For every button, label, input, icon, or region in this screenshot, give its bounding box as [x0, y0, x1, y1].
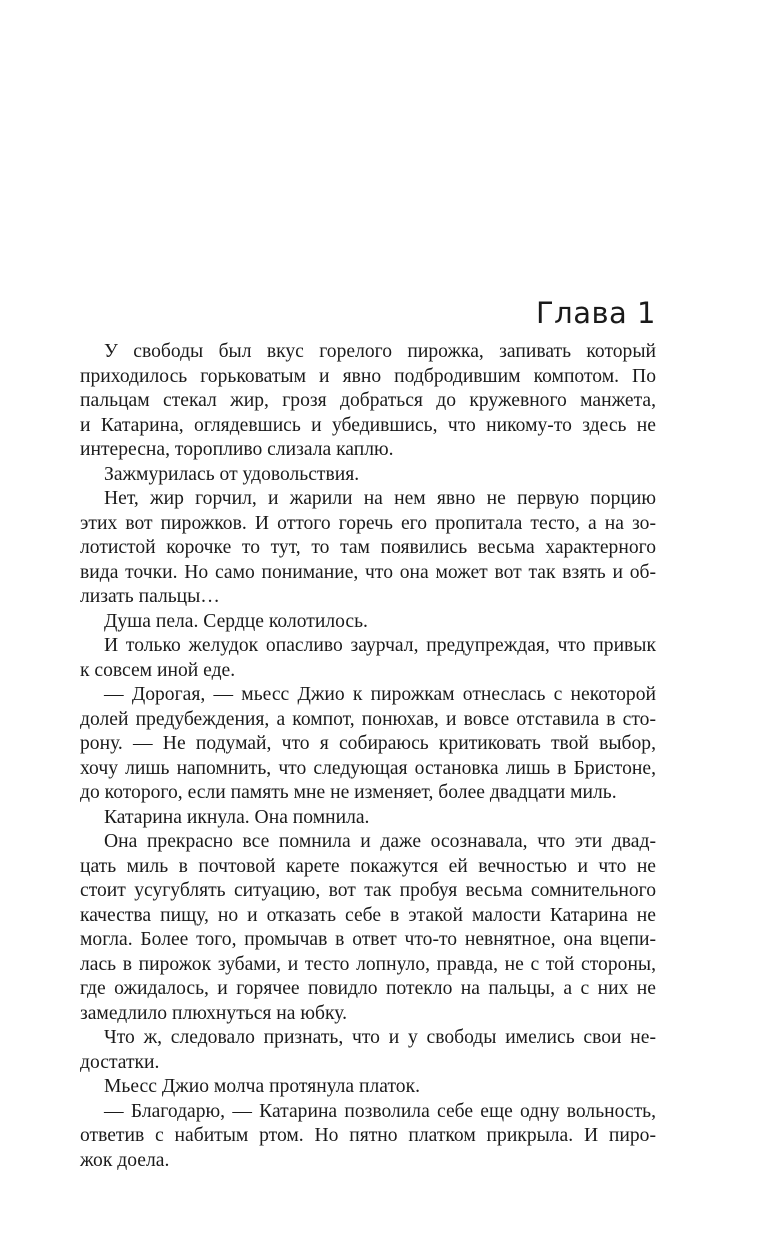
text-line: до которого, если память мне не изменяет, более двадцати миль.	[80, 782, 617, 803]
text-line: долей предубеждения, а компот, понюхав, и вовсе отставила в сто-	[80, 708, 656, 730]
text-line: приходилось горьковатым и явно подбродившим компотом. По	[80, 365, 656, 387]
paragraph	[0, 806, 768, 831]
text-line: Зажмурилась от удовольствия.	[104, 463, 360, 485]
paragraph	[0, 634, 768, 683]
paragraph	[0, 830, 768, 1026]
text-line: ответив с набитым ртом. Но пятно платком прикрыла. И пиро-	[80, 1125, 656, 1146]
text-line: и Катарина, оглядевшись и убедившись, что никому-то здесь не	[80, 414, 656, 436]
text-line: качества пищу, но и отказать себе в этакой малости Катарина не	[80, 904, 656, 926]
text-line: лотистой корочке то тут, то там появились весьма характерного	[80, 537, 656, 558]
paragraph	[0, 463, 768, 488]
text-line: лась в пирожок зубами, и тесто лопнуло, правда, не с той стороны,	[80, 953, 656, 975]
text-line: интересна, торопливо слизала каплю.	[80, 439, 394, 460]
text-line: к совсем иной еде.	[80, 659, 236, 681]
paragraph	[0, 340, 768, 463]
paragraph	[0, 1026, 768, 1075]
text-line: Душа пела. Сердце колотилось.	[104, 610, 368, 632]
text-line: Мьесс Джио молча протянула платок.	[104, 1076, 420, 1097]
text-line: вида точки. Но само понимание, что она может вот так взять и об-	[80, 561, 656, 583]
chapter-title: Глава 1	[535, 296, 656, 330]
text-line: жок доела.	[80, 1149, 170, 1171]
text-line: Нет, жир горчил, и жарили на нем явно не первую порцию	[104, 488, 656, 509]
text-line: Катарина икнула. Она помнила.	[104, 806, 370, 828]
chapter-text	[0, 340, 768, 1173]
paragraph	[0, 487, 768, 610]
text-line: хочу лишь напомнить, что следующая остановка лишь в Бристоне,	[80, 757, 656, 779]
text-line: лизать пальцы…	[80, 586, 220, 607]
text-line: достатки.	[80, 1051, 160, 1073]
text-line: Что ж, следовало признать, что и у свободы имелись свои не-	[104, 1027, 656, 1048]
text-line: пальцам стекал жир, грозя добраться до кружевного манжета,	[80, 390, 656, 411]
text-line: — Благодарю, — Катарина позволила себе еще одну вольность,	[104, 1100, 656, 1122]
paragraph	[0, 1075, 768, 1100]
paragraph	[0, 1100, 768, 1174]
text-line: могла. Более того, промычав в ответ что-то невнятное, она вцепи-	[80, 929, 656, 950]
text-line: где ожидалось, и горячее повидло потекло на пальцы, а с них не	[80, 978, 656, 999]
text-line: И только желудок опасливо заурчал, предупреждая, что привык	[104, 635, 656, 656]
text-line: цать миль в почтовой карете покажутся ей вечностью и что не	[80, 855, 656, 877]
text-line: — Дорогая, — мьесс Джио к пирожкам отнеслась с некоторой	[104, 684, 656, 705]
text-line: У свободы был вкус горелого пирожка, запивать который	[104, 341, 656, 362]
text-line: рону. — Не подумай, что я собираюсь критиковать твой выбор,	[80, 733, 656, 754]
text-line: этих вот пирожков. И оттого горечь его пропитала тесто, а на зо-	[80, 512, 656, 534]
paragraph	[0, 683, 768, 806]
text-line: замедлило плюхнуться на юбку.	[80, 1002, 347, 1024]
text-line: стоит усугублять ситуацию, вот так пробуя весьма сомнительного	[80, 880, 656, 901]
text-line: Она прекрасно все помнила и даже осознавала, что эти двад-	[104, 831, 656, 852]
paragraph	[0, 610, 768, 635]
